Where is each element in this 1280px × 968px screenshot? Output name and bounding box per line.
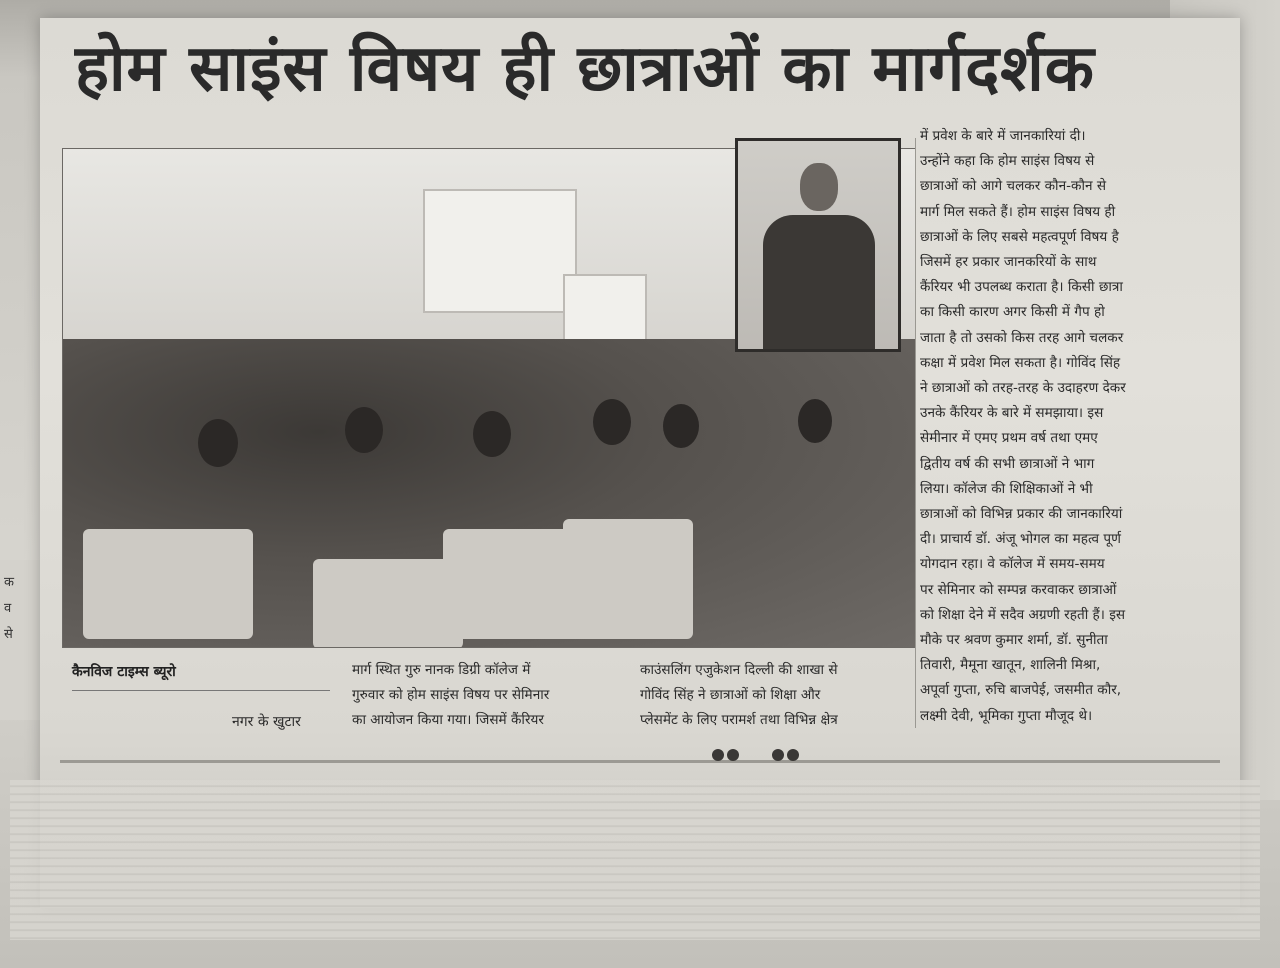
article-line: पर सेमिनार को सम्पन्न करवाकर छात्राओं <box>920 581 1117 598</box>
article-line: प्लेसमेंट के लिए परामर्श तथा विभिन्न क्षेत्र <box>640 712 838 728</box>
article-line: का किसी कारण अगर किसी में गैप हो <box>920 304 1105 321</box>
page-rule <box>60 760 1220 763</box>
column-divider <box>915 138 916 728</box>
ornament-dot <box>712 749 724 761</box>
article-line: जाता है तो उसको किस तरह आगे चलकर <box>920 329 1124 346</box>
edge-fragment: क <box>4 575 14 590</box>
article-column-right <box>920 124 1185 729</box>
article-line: दी। प्राचार्य डॉ. अंजू भोगल का महत्व पूर्ण <box>920 531 1121 548</box>
article-line: द्वितीय वर्ष की सभी छात्राओं ने भाग <box>920 455 1095 472</box>
photo-chair <box>313 559 463 648</box>
article-column-1 <box>352 658 622 733</box>
speaker-head <box>800 163 838 211</box>
article-line: सेमीनार में एमए प्रथम वर्ष तथा एमए <box>920 430 1098 447</box>
article-line: जिसमें हर प्रकार जानकरियों के साथ <box>920 254 1097 271</box>
article-line: अपूर्वा गुप्ता, रुचि बाजपेई, जसमीत कौर, <box>920 682 1122 699</box>
photo-chair <box>563 519 693 639</box>
article-line: में प्रवेश के बारे में जानकारियां दी। <box>920 128 1086 144</box>
photo-head <box>798 399 832 443</box>
article-line: गुरुवार को होम साइंस विषय पर सेमिनार <box>352 687 550 703</box>
article-line: को शिक्षा देने में सदैव अग्रणी रहती हैं। इस <box>920 606 1126 623</box>
article-line: योगदान रहा। वे कॉलेज में समय-समय <box>920 556 1105 573</box>
article-line: काउंसलिंग एजुकेशन दिल्ली की शाखा से <box>640 662 838 678</box>
article-line: लिया। कॉलेज की शिक्षिकाओं ने भी <box>920 480 1093 497</box>
dateline: नगर के खुटार <box>232 714 301 730</box>
photo-head <box>198 419 238 467</box>
photo-chair <box>83 529 253 639</box>
article-line: छात्राओं के लिए सबसे महत्वपूर्ण विषय है <box>920 228 1119 245</box>
photo-window <box>423 189 577 313</box>
left-column-fragments <box>4 570 14 648</box>
edge-fragment: व <box>4 601 12 616</box>
photo-head <box>663 404 699 448</box>
article-line: उन्होंने कहा कि होम साइंस विषय से <box>920 153 1095 170</box>
speaker-body <box>763 215 875 352</box>
article-line: का आयोजन किया गया। जिसमें कैंरियर <box>352 712 544 728</box>
photo-head <box>593 399 631 445</box>
article-line: गोविंद सिंह ने छात्राओं को शिक्षा और <box>640 687 821 703</box>
ornament-dots <box>712 746 802 765</box>
ornament-dot <box>772 749 784 761</box>
byline-rule <box>72 690 330 691</box>
article-line: मार्ग स्थित गुरु नानक डिग्री कॉलेज में <box>352 662 531 678</box>
article-line: मौके पर श्रवण कुमार शर्मा, डॉ. सुनीता <box>920 632 1108 649</box>
photo-chair <box>443 529 583 639</box>
article-line: छात्राओं को विभिन्न प्रकार की जानकारियां <box>920 506 1123 523</box>
article-line: लक्ष्मी देवी, भूमिका गुप्ता मौजूद थे। <box>920 707 1093 724</box>
photo-head <box>473 411 511 457</box>
article-line: छात्राओं को आगे चलकर कौन-कौन से <box>920 178 1107 195</box>
speaker-photo <box>735 138 901 352</box>
ornament-dot <box>727 749 739 761</box>
byline: कैनविज टाइम्स ब्यूरो <box>72 664 176 680</box>
paper-fold <box>10 780 1260 940</box>
photo-head <box>345 407 383 453</box>
article-line: कक्षा में प्रवेश मिल सकता है। गोविंद सिंह <box>920 354 1121 371</box>
ornament-dot <box>787 749 799 761</box>
article-column-2 <box>640 658 915 733</box>
article-line: मार्ग मिल सकते हैं। होम साइंस विषय ही <box>920 203 1116 220</box>
article-line: कैंरियर भी उपलब्ध कराता है। किसी छात्रा <box>920 279 1123 296</box>
article-line: उनके कैंरियर के बारे में समझाया। इस <box>920 405 1104 422</box>
edge-fragment: से <box>4 627 13 642</box>
article-line: ने छात्राओं को तरह-तरह के उदाहरण देकर <box>920 380 1126 397</box>
article-line: तिवारी, मैमूना खातून, शालिनी मिश्रा, <box>920 657 1101 674</box>
headline: होम साइंस विषय ही छात्राओं का मार्गदर्शक <box>75 32 1095 106</box>
